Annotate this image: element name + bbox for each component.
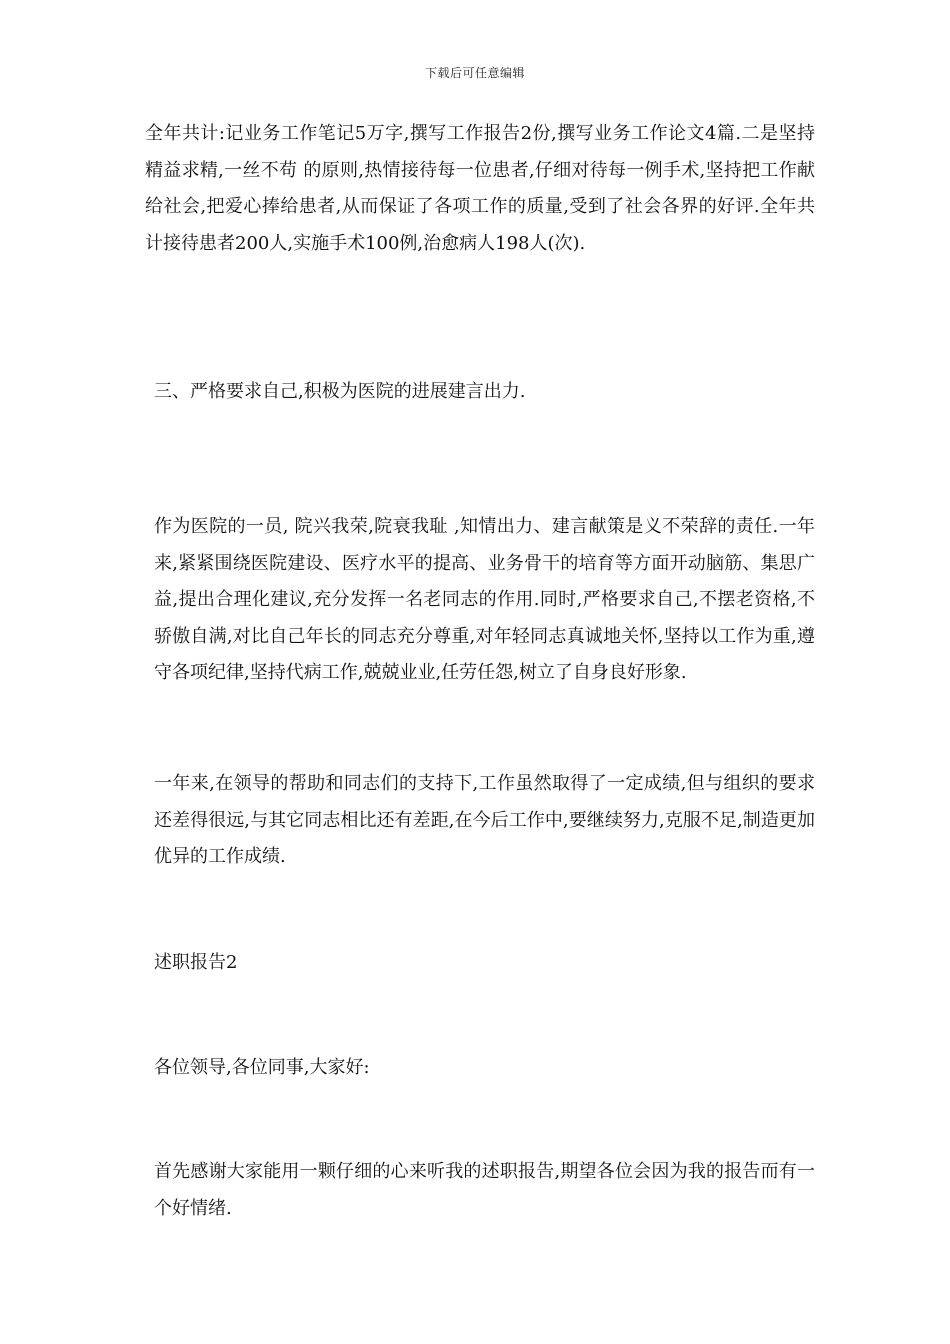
heading-text: 三、严格要求自己,积极为医院的进展建言出力. <box>154 381 526 402</box>
paragraph-year-review <box>145 766 815 876</box>
greeting-line <box>145 1050 815 1087</box>
paragraph-annual-summary <box>145 116 815 262</box>
page-header-note: 下载后可任意编辑 <box>424 66 525 80</box>
paragraph-text: 全年共计:记业务工作笔记5万字,撰写工作报告2份,撰写业务工作论文4篇.二是坚持 精益求精,一丝不苟 的原则,热情接待每一位患者,仔细对待每一例手术,坚持把工作献给社会,把爱心捧给患者,从而保证了各项工作的质量,受到了社会各界的好评.全年共计接待患者200人,实施手术100例,治愈病人198人(次). <box>145 123 815 254</box>
report-title-2 <box>145 945 815 982</box>
paragraph-text: 作为医院的一员, 院兴我荣,院衰我耻 ,知情出力、建言献策是义不荣辞的责任.一年来,紧紧围绕医院建设、医疗水平的提高、业务骨干的培育等方面开动脑筋、集思广益,提出合理化建议,充分发挥一名老同志的作用.同时,严格要求自己,不摆老资格,不骄傲自满,对比自己年长的同志充分尊重,对年轻同志真诚地关怀,坚持以工作为重,遵守各项纪律,坚持代病工作,兢兢业业,任劳任怨,树立了自身良好形象. <box>154 516 815 683</box>
paragraph-text: 一年来,在领导的帮助和同志们的支持下,工作虽然取得了一定成绩,但与组织的要求还差得很远,与其它同志相比还有差距,在今后工作中,要继续努力,克服不足,制造更加优异的工作成绩. <box>154 773 815 867</box>
paragraph-text: 各位领导,各位同事,大家好: <box>154 1057 370 1078</box>
section-heading-three <box>145 374 815 411</box>
paragraph-text: 首先感谢大家能用一颗仔细的心来听我的述职报告,期望各位会因为我的报告而有一个好情绪. <box>154 1161 815 1219</box>
paragraph-thanks <box>145 1154 815 1227</box>
heading-text: 述职报告2 <box>154 952 238 973</box>
paragraph-hospital-member <box>145 509 815 692</box>
